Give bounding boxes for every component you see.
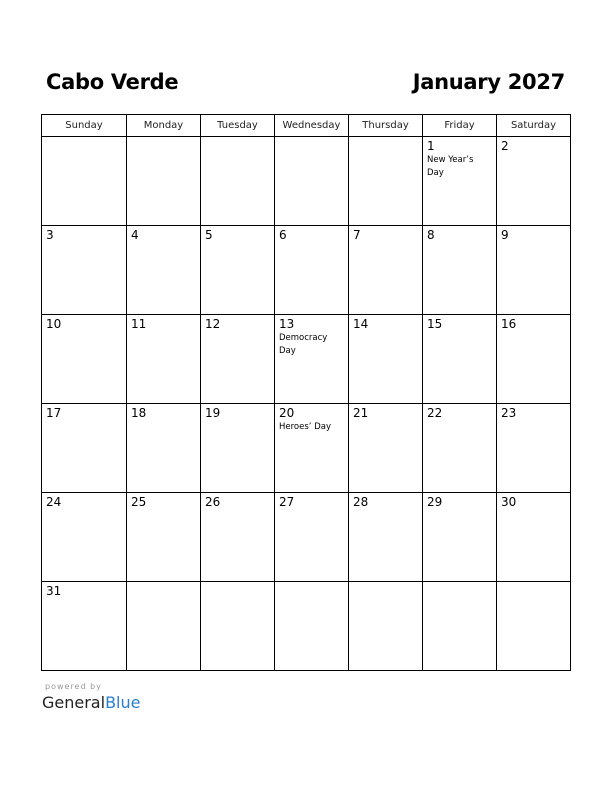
day-cell <box>423 137 497 226</box>
day-cell <box>42 137 127 226</box>
day-number <box>275 137 348 139</box>
day-cell <box>497 137 571 226</box>
day-cell <box>423 315 497 404</box>
day-cell <box>127 404 201 493</box>
day-number: 14 <box>353 317 369 331</box>
day-cell <box>275 582 349 671</box>
day-number <box>42 137 126 139</box>
day-cell <box>497 582 571 671</box>
day-number: 8 <box>427 228 435 242</box>
powered-by-label: powered by <box>45 682 102 691</box>
day-cell <box>42 315 127 404</box>
day-cell <box>349 226 423 315</box>
calendar-grid <box>41 114 571 671</box>
day-cell <box>201 315 275 404</box>
day-cell <box>497 493 571 582</box>
day-number <box>127 582 200 584</box>
weekday-friday: Friday <box>423 115 497 137</box>
day-number: 25 <box>131 495 147 509</box>
day-cell <box>349 315 423 404</box>
day-cell <box>127 493 201 582</box>
day-number <box>201 137 274 139</box>
day-cell <box>127 226 201 315</box>
day-number: 17 <box>46 406 62 420</box>
day-cell <box>42 226 127 315</box>
day-cell <box>423 226 497 315</box>
day-cell <box>349 404 423 493</box>
day-cell <box>275 404 349 493</box>
week-row <box>42 137 571 226</box>
day-number: 12 <box>205 317 221 331</box>
day-cell <box>127 315 201 404</box>
day-cell <box>201 582 275 671</box>
country-title: Cabo Verde <box>46 70 179 94</box>
day-number: 7 <box>353 228 361 242</box>
day-number: 21 <box>353 406 369 420</box>
weekday-monday: Monday <box>127 115 201 137</box>
weekday-tuesday: Tuesday <box>201 115 275 137</box>
day-cell <box>275 226 349 315</box>
weekday-thursday: Thursday <box>349 115 423 137</box>
day-number: 23 <box>501 406 517 420</box>
day-number: 26 <box>205 495 221 509</box>
day-cell <box>497 315 571 404</box>
day-cell <box>127 582 201 671</box>
holiday-label: Heroes’ Day <box>279 422 331 432</box>
day-number <box>349 582 422 584</box>
week-row <box>42 404 571 493</box>
day-number: 18 <box>131 406 147 420</box>
day-cell <box>275 315 349 404</box>
day-number <box>201 582 274 584</box>
weekday-wednesday: Wednesday <box>275 115 349 137</box>
day-number <box>497 582 570 584</box>
day-number: 5 <box>205 228 213 242</box>
day-cell <box>201 493 275 582</box>
day-number <box>275 582 348 584</box>
day-cell <box>201 404 275 493</box>
day-number: 22 <box>427 406 443 420</box>
holiday-label: New Year’s Day <box>427 155 474 178</box>
day-number: 28 <box>353 495 369 509</box>
day-number: 24 <box>46 495 62 509</box>
day-cell <box>275 137 349 226</box>
day-cell <box>127 137 201 226</box>
day-cell <box>349 493 423 582</box>
week-row <box>42 582 571 671</box>
day-number: 3 <box>46 228 54 242</box>
day-cell <box>201 137 275 226</box>
day-number: 11 <box>131 317 147 331</box>
day-number: 20 <box>279 406 295 420</box>
day-cell <box>497 404 571 493</box>
day-number: 9 <box>501 228 509 242</box>
weekday-header-row <box>42 115 571 137</box>
day-number: 6 <box>279 228 287 242</box>
day-number: 1 <box>427 139 435 153</box>
day-number <box>423 582 496 584</box>
day-cell <box>423 493 497 582</box>
day-cell <box>497 226 571 315</box>
day-cell <box>423 582 497 671</box>
weekday-sunday: Sunday <box>42 115 127 137</box>
day-number: 10 <box>46 317 62 331</box>
day-number: 16 <box>501 317 517 331</box>
day-number: 15 <box>427 317 443 331</box>
day-number <box>127 137 200 139</box>
week-row <box>42 315 571 404</box>
day-number: 30 <box>501 495 517 509</box>
brand-general-text: General <box>42 693 106 712</box>
day-cell <box>42 493 127 582</box>
day-number <box>349 137 422 139</box>
day-number: 19 <box>205 406 221 420</box>
day-number: 4 <box>131 228 139 242</box>
month-year-title: January 2027 <box>412 70 565 94</box>
day-number: 2 <box>501 139 509 153</box>
day-cell <box>42 582 127 671</box>
day-number: 29 <box>427 495 443 509</box>
day-number: 27 <box>279 495 295 509</box>
day-cell <box>423 404 497 493</box>
day-cell <box>275 493 349 582</box>
day-cell <box>42 404 127 493</box>
weekday-saturday: Saturday <box>497 115 571 137</box>
day-number: 13 <box>279 317 295 331</box>
generalblue-logo[interactable] <box>42 693 140 712</box>
week-row <box>42 226 571 315</box>
brand-blue-text: Blue <box>105 693 141 712</box>
day-cell <box>349 137 423 226</box>
week-row <box>42 493 571 582</box>
day-cell <box>349 582 423 671</box>
day-cell <box>201 226 275 315</box>
holiday-label: Democracy Day <box>279 333 328 356</box>
day-number: 31 <box>46 584 62 598</box>
